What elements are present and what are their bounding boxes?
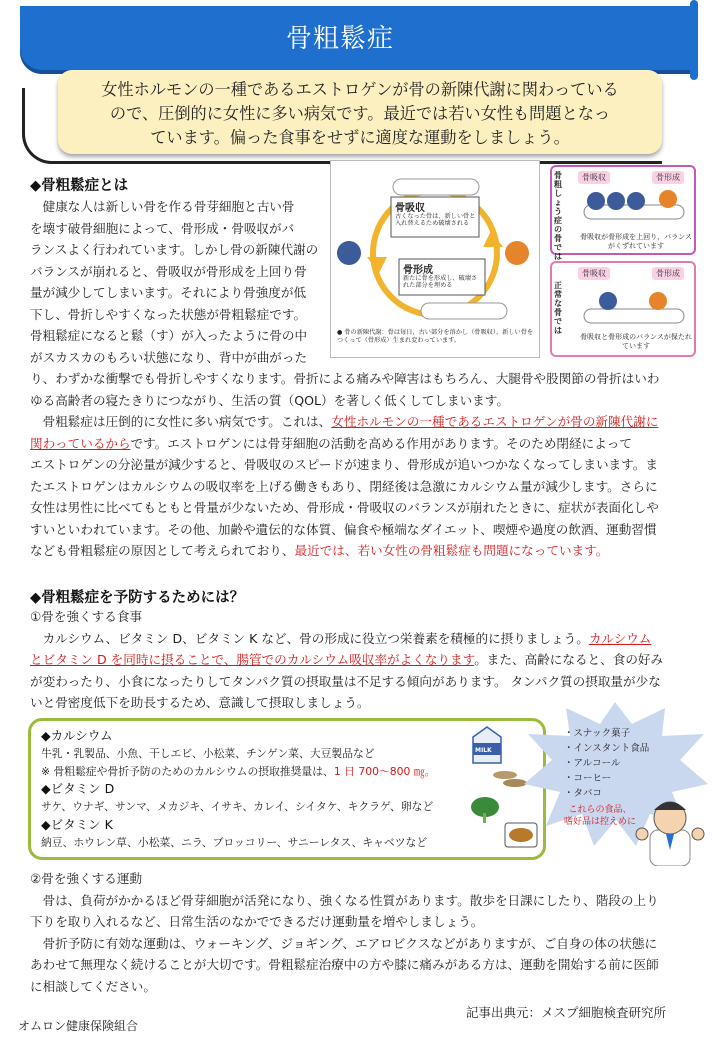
section-heading-about: ◆骨粗鬆症とは <box>30 178 129 194</box>
resorption-tag: 骨吸収 <box>578 267 610 280</box>
osteoporosis-illustration <box>574 187 692 231</box>
formation-tag: 骨形成 <box>652 171 684 184</box>
osteoblast-character-icon <box>649 292 667 310</box>
vitamin-d-heading: ◆ビタミン D <box>41 781 115 796</box>
avoid-warning: これらの食品、 嗜好品は控えめに <box>564 805 637 827</box>
text-line: とビタミン D を同時に摂ることで、腸管でのカルシウム吸収率がよくなります。また、高齢になると、食の好み <box>30 652 664 667</box>
text-line: 健康な人は新しい骨を作る骨芽細胞と古い骨 <box>30 199 295 214</box>
milk-label: MILK <box>475 747 492 754</box>
page-title: 骨粗鬆症 <box>285 24 394 54</box>
calcium-items: 牛乳・乳製品、小魚、干しエビ、小松菜、チンゲン菜、大豆製品など <box>41 747 375 760</box>
nutrient-list <box>41 727 481 851</box>
osteoclast-character-icon <box>587 192 605 210</box>
formation-tag: 骨形成 <box>652 267 684 280</box>
osteoclast-character-icon <box>607 192 625 210</box>
text-line: 下し、骨折しやすくなった状態が骨粗鬆症です。 <box>30 306 307 322</box>
panel-caption: 骨吸収と骨形成のバランスが保たれています <box>580 333 692 350</box>
vitamin-k-items: 納豆、ホウレン草、小松菜、ニラ、ブロッコリー、サニーレタス、キャベツなど <box>41 835 428 849</box>
osteoclast-character-icon <box>599 292 617 310</box>
vitamin-k-heading: ◆ビタミン K <box>41 816 113 832</box>
osteoclast-character-icon <box>337 241 361 265</box>
panel-caption: 骨吸収が骨形成を上回り、バランスがくずれています <box>580 233 692 250</box>
resorption-tag: 骨吸収 <box>578 171 610 184</box>
avoid-item: ・アルコール <box>564 758 621 769</box>
normal-bone-panel <box>550 261 696 357</box>
text-line: 女性は男性に比べてもともと骨量が少ないため、骨形成・骨吸収のバランスが崩れたときに、症状が表面化しや <box>30 500 659 515</box>
section-heading-prevention: ◆骨粗鬆症を予防するためには？ <box>30 590 245 606</box>
subheading-exercise: ②骨を強くする運動 <box>30 871 143 886</box>
osteoblast-character-icon <box>659 190 677 208</box>
doctor-character-icon <box>632 790 708 866</box>
intro-line: ので、圧倒的に女性に多い病気です。最近では若い女性も問題となっ <box>109 104 611 123</box>
avoid-item: ・インスタント食品 <box>564 743 650 754</box>
text-line: に相談してください。 <box>30 978 156 994</box>
intro-box <box>58 70 662 154</box>
intro-line: ています。偏った食事をせずに適度な運動をしましょう。 <box>150 128 570 147</box>
text-line: ゆる高齢者の寝たきりにつながり、生活の質（QOL）を著しく低くしてしまいます。 <box>30 392 509 408</box>
text-line: り、わずかな衝撃でも骨折しやすくなります。骨折による痛みや障害はもちろん、大腿骨や股関節の骨折はいわ <box>30 371 660 386</box>
avoid-item: ・スナック菓子 <box>564 728 631 739</box>
text-line: 骨は、負荷がかかるほど骨芽細胞が活発になり、強くなる性質があります。散歩を日課にしたり、階段の上り <box>30 892 659 908</box>
cycle-illustration <box>331 161 539 357</box>
section2-exercise-text <box>30 868 706 997</box>
text-line: ランスよく行われています。しかし骨の新陳代謝の <box>30 242 319 257</box>
bone-icon <box>584 309 684 323</box>
bone-icon <box>421 303 507 319</box>
section1-para1 <box>30 196 330 368</box>
text-line: バランスが崩れると、骨吸収が骨形成を上回り骨 <box>30 263 307 279</box>
article-source: 記事出典元：メスプ細胞検査研究所 <box>466 1005 667 1020</box>
formation-label: 骨形成 <box>403 265 433 276</box>
banner-scroll-edge <box>690 0 698 80</box>
avoid-item: ・コーヒー <box>564 773 612 784</box>
osteoporosis-panel <box>550 165 696 261</box>
subheading-food: ①骨を強くする食事 <box>30 609 143 624</box>
resorption-desc: 古くなった骨は、新しい骨と入れ替えるため破壊される <box>395 213 476 227</box>
spinach-icon <box>467 793 503 825</box>
text-line: あわせて無理なく続けることが大切です。骨粗鬆症治療中の方や膝に痛みがある方は、運動を開始する前に医師 <box>30 957 659 972</box>
text-line: なども骨粗鬆症の原因として考えられており、最近では、若い女性の骨粗鬆症も問題になっています。 <box>30 543 609 558</box>
vitamin-d-items: サケ、ウナギ、サンマ、メカジキ、イサキ、カレイ、シイタケ、キクラゲ、卵など <box>41 800 434 813</box>
bone-icon <box>393 179 479 195</box>
calcium-note: ※ 骨粗鬆症や骨折予防のためのカルシウムの摂取推奨量は、1 日 700～800 ㎎。 <box>41 764 436 778</box>
text-line: たエストロゲンはカルシウムの吸収率を上げる働きもあり、閉経後は急激にカルシウム量が減少します。さらに <box>30 478 658 494</box>
section2-food-text <box>30 606 706 714</box>
intro-line: 女性ホルモンの一種であるエストロゲンが骨の新陳代謝に関わっている <box>101 80 619 99</box>
avoid-item: ・タバコ <box>564 788 602 799</box>
text-line: いと骨密度低下を助長するため、意識して摂取しましょう。 <box>30 695 370 710</box>
milk-carton-icon <box>469 725 505 765</box>
bone-cycle-diagram <box>330 160 540 358</box>
text-line: カルシウム、ビタミン D、ビタミン K など、骨の形成に役立つ栄養素を積極的に摂りましょう。カルシウム <box>30 630 652 646</box>
calcium-heading: ◆カルシウム <box>41 728 113 743</box>
text-line: 下りを取り入れるなど、日常生活のなかでできるだけ運動量を増やしましょう。 <box>30 914 484 929</box>
organization-name: オムロン健康保険組合 <box>18 1019 139 1033</box>
nutrient-food-box <box>28 718 546 860</box>
text-line: すいといわれています。その他、加齢や遺伝的な体質、偏食や極端なダイエット、喫煙や過度の飲酒、運動習慣 <box>30 521 657 537</box>
text-line: エストロゲンの分泌量が減少すると、骨吸収のスピードが速まり、骨形成が追いつかなくなってしまいます。ま <box>30 457 658 472</box>
text-line: が変わったり、小食になったりしてタンパク質の摂取量は不足する傾向があります。 タンパク質の摂取量が少な <box>30 673 661 689</box>
panel-side-label: 骨粗しょう症の骨では <box>554 171 562 261</box>
osteoclast-character-icon <box>627 192 645 210</box>
resorption-label: 骨吸収 <box>395 203 425 214</box>
formation-desc: 新たに骨を形成し、破壊された部分を埋める <box>403 275 478 289</box>
osteoblast-character-icon <box>505 241 529 265</box>
text-line: 骨折予防に有効な運動は、ウォーキング、ジョギング、エアロビクスなどがありますが、ご自身の体の状態に <box>30 935 658 951</box>
text-line: 骨粗鬆症になると鬆（す）が入ったように骨の中 <box>30 328 308 343</box>
text-line: 関わっているからです。エストロゲンには骨芽細胞の活動を高める作用があります。そのため閉経によって <box>30 435 632 451</box>
text-line: を壊す破骨細胞によって、骨形成・骨吸収がバ <box>30 220 295 236</box>
panel-side-label: 正常な骨では <box>554 281 562 335</box>
normal-bone-illustration <box>574 283 692 331</box>
text-line: がスカスカのもろい状態になり、背中が曲がった <box>30 349 308 365</box>
text-line: 骨粗鬆症は圧倒的に女性に多い病気です。これは、女性ホルモンの一種であるエストロゲンが骨の新陳代謝に <box>30 414 659 429</box>
cycle-note: ● 骨の新陳代謝：骨は毎日、古い部分を溶かし（骨吸収）、新しい骨をつくって（骨形成）生まれ変わっています。 <box>337 329 534 344</box>
text-line: 量が減少してしまいます。それにより骨強度が低 <box>30 285 307 300</box>
section1-para1-wide <box>30 368 706 562</box>
